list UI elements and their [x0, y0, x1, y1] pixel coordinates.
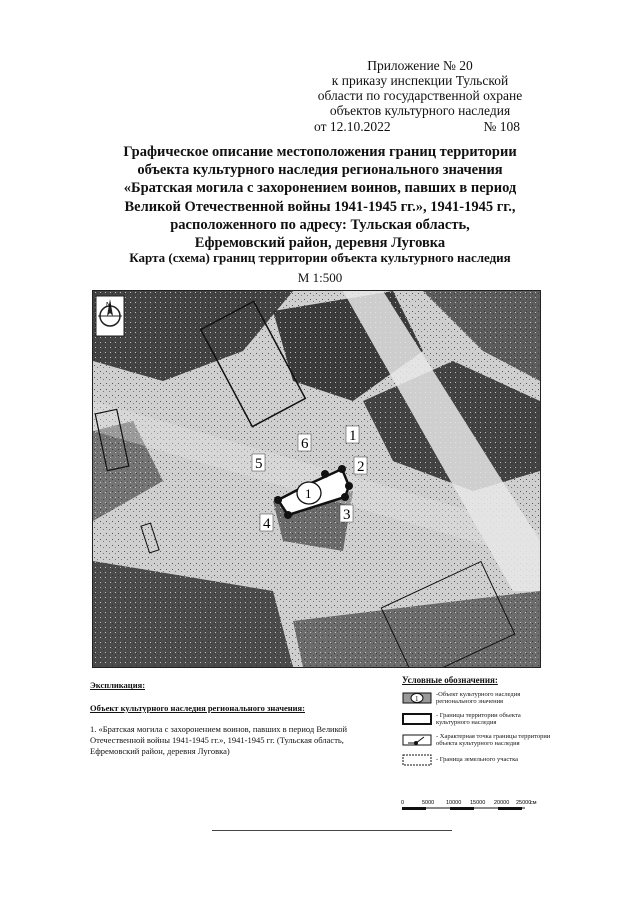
order-number: № 108: [483, 119, 520, 134]
boundary-symbol-icon: [402, 713, 432, 725]
object-symbol-icon: [402, 692, 432, 704]
legend-label-parcel: - Граница земельного участка: [436, 755, 519, 763]
point-symbol-icon: [402, 734, 432, 746]
title-line3: «Братская могила с захоронением воинов, павших в период: [123, 180, 517, 197]
point-label-5: 5: [255, 456, 263, 472]
scale-tick-5: 25000: [516, 800, 532, 806]
title-line2: объекта культурного наследия регионального значения: [137, 162, 503, 179]
map-canvas: [93, 291, 540, 667]
document-title: [60, 143, 580, 252]
legend-item-point: [402, 733, 552, 748]
legend-label-boundary: - Границы территории объекта культурного наследия: [436, 711, 521, 726]
object-number-label: 1: [305, 486, 312, 501]
annex-line3: области по государственной охране: [317, 88, 523, 103]
order-line: [290, 119, 550, 134]
point-label-1: 1: [349, 428, 357, 444]
scale-tick-1: 5000: [422, 800, 435, 806]
explication-subheading: Объект культурного наследия регионального значения:: [90, 703, 305, 713]
explication-heading: Экспликация:: [90, 680, 146, 690]
legend-label-point: - Характерная точка границы территории объекта культурного наследия: [436, 732, 551, 747]
order-date: от 12.10.2022: [314, 119, 391, 134]
title-line6: Ефремовский район, деревня Луговка: [194, 235, 446, 252]
map-title: Карта (схема) границ территории объекта культурного наследия: [129, 250, 511, 265]
scale-tick-3: 15000: [470, 800, 486, 806]
legend-item-object: [402, 691, 552, 706]
legend-item-parcel: [402, 754, 552, 766]
point-label-4: 4: [263, 516, 271, 532]
explication-item: 1. «Братская могила с захоронением воинов, павших в период Великой Отечественной войны 1941-1945 гг.», 1941-1945 гг. (Тульская область, Ефремовский район, деревня Луговка): [90, 724, 348, 756]
legend-heading: Условные обозначения:: [402, 675, 498, 685]
legend-object-number: 1: [415, 695, 419, 703]
north-arrow-icon: [96, 296, 124, 336]
scale-unit: см: [530, 800, 537, 806]
point-label-3: 3: [343, 507, 351, 523]
map-frame[interactable]: [92, 290, 541, 668]
annex-line4: объектов культурного наследия: [329, 103, 511, 118]
scale-tick-4: 20000: [494, 800, 510, 806]
scale-tick-0: 0: [401, 800, 405, 806]
annex-line2: к приказу инспекции Тульской: [331, 73, 509, 88]
title-line4: Великой Отечественной войны 1941-1945 гг.», 1941-1945 гг.,: [124, 198, 516, 215]
scale-tick-2: 10000: [446, 800, 462, 806]
north-letter: N: [106, 302, 112, 309]
legend-block: [402, 677, 552, 772]
bottom-divider: [212, 830, 452, 831]
scale-bar: [400, 795, 540, 815]
scale-bar-graphic: [400, 795, 540, 815]
annex-block: [290, 58, 550, 134]
explication-block: [90, 680, 390, 757]
parcel-symbol-icon: [402, 754, 432, 766]
legend-label-object: -Объект культурного наследия регионального значения: [436, 690, 521, 705]
title-line1: Графическое описание местоположения границ территории: [123, 144, 517, 160]
point-label-6: 6: [301, 436, 309, 452]
point-label-2: 2: [357, 459, 365, 475]
legend-item-boundary: [402, 712, 552, 727]
map-scale: М 1:500: [297, 270, 343, 285]
annex-line1: Приложение № 20: [367, 58, 473, 73]
title-line5: расположенного по адресу: Тульская область,: [170, 216, 470, 233]
